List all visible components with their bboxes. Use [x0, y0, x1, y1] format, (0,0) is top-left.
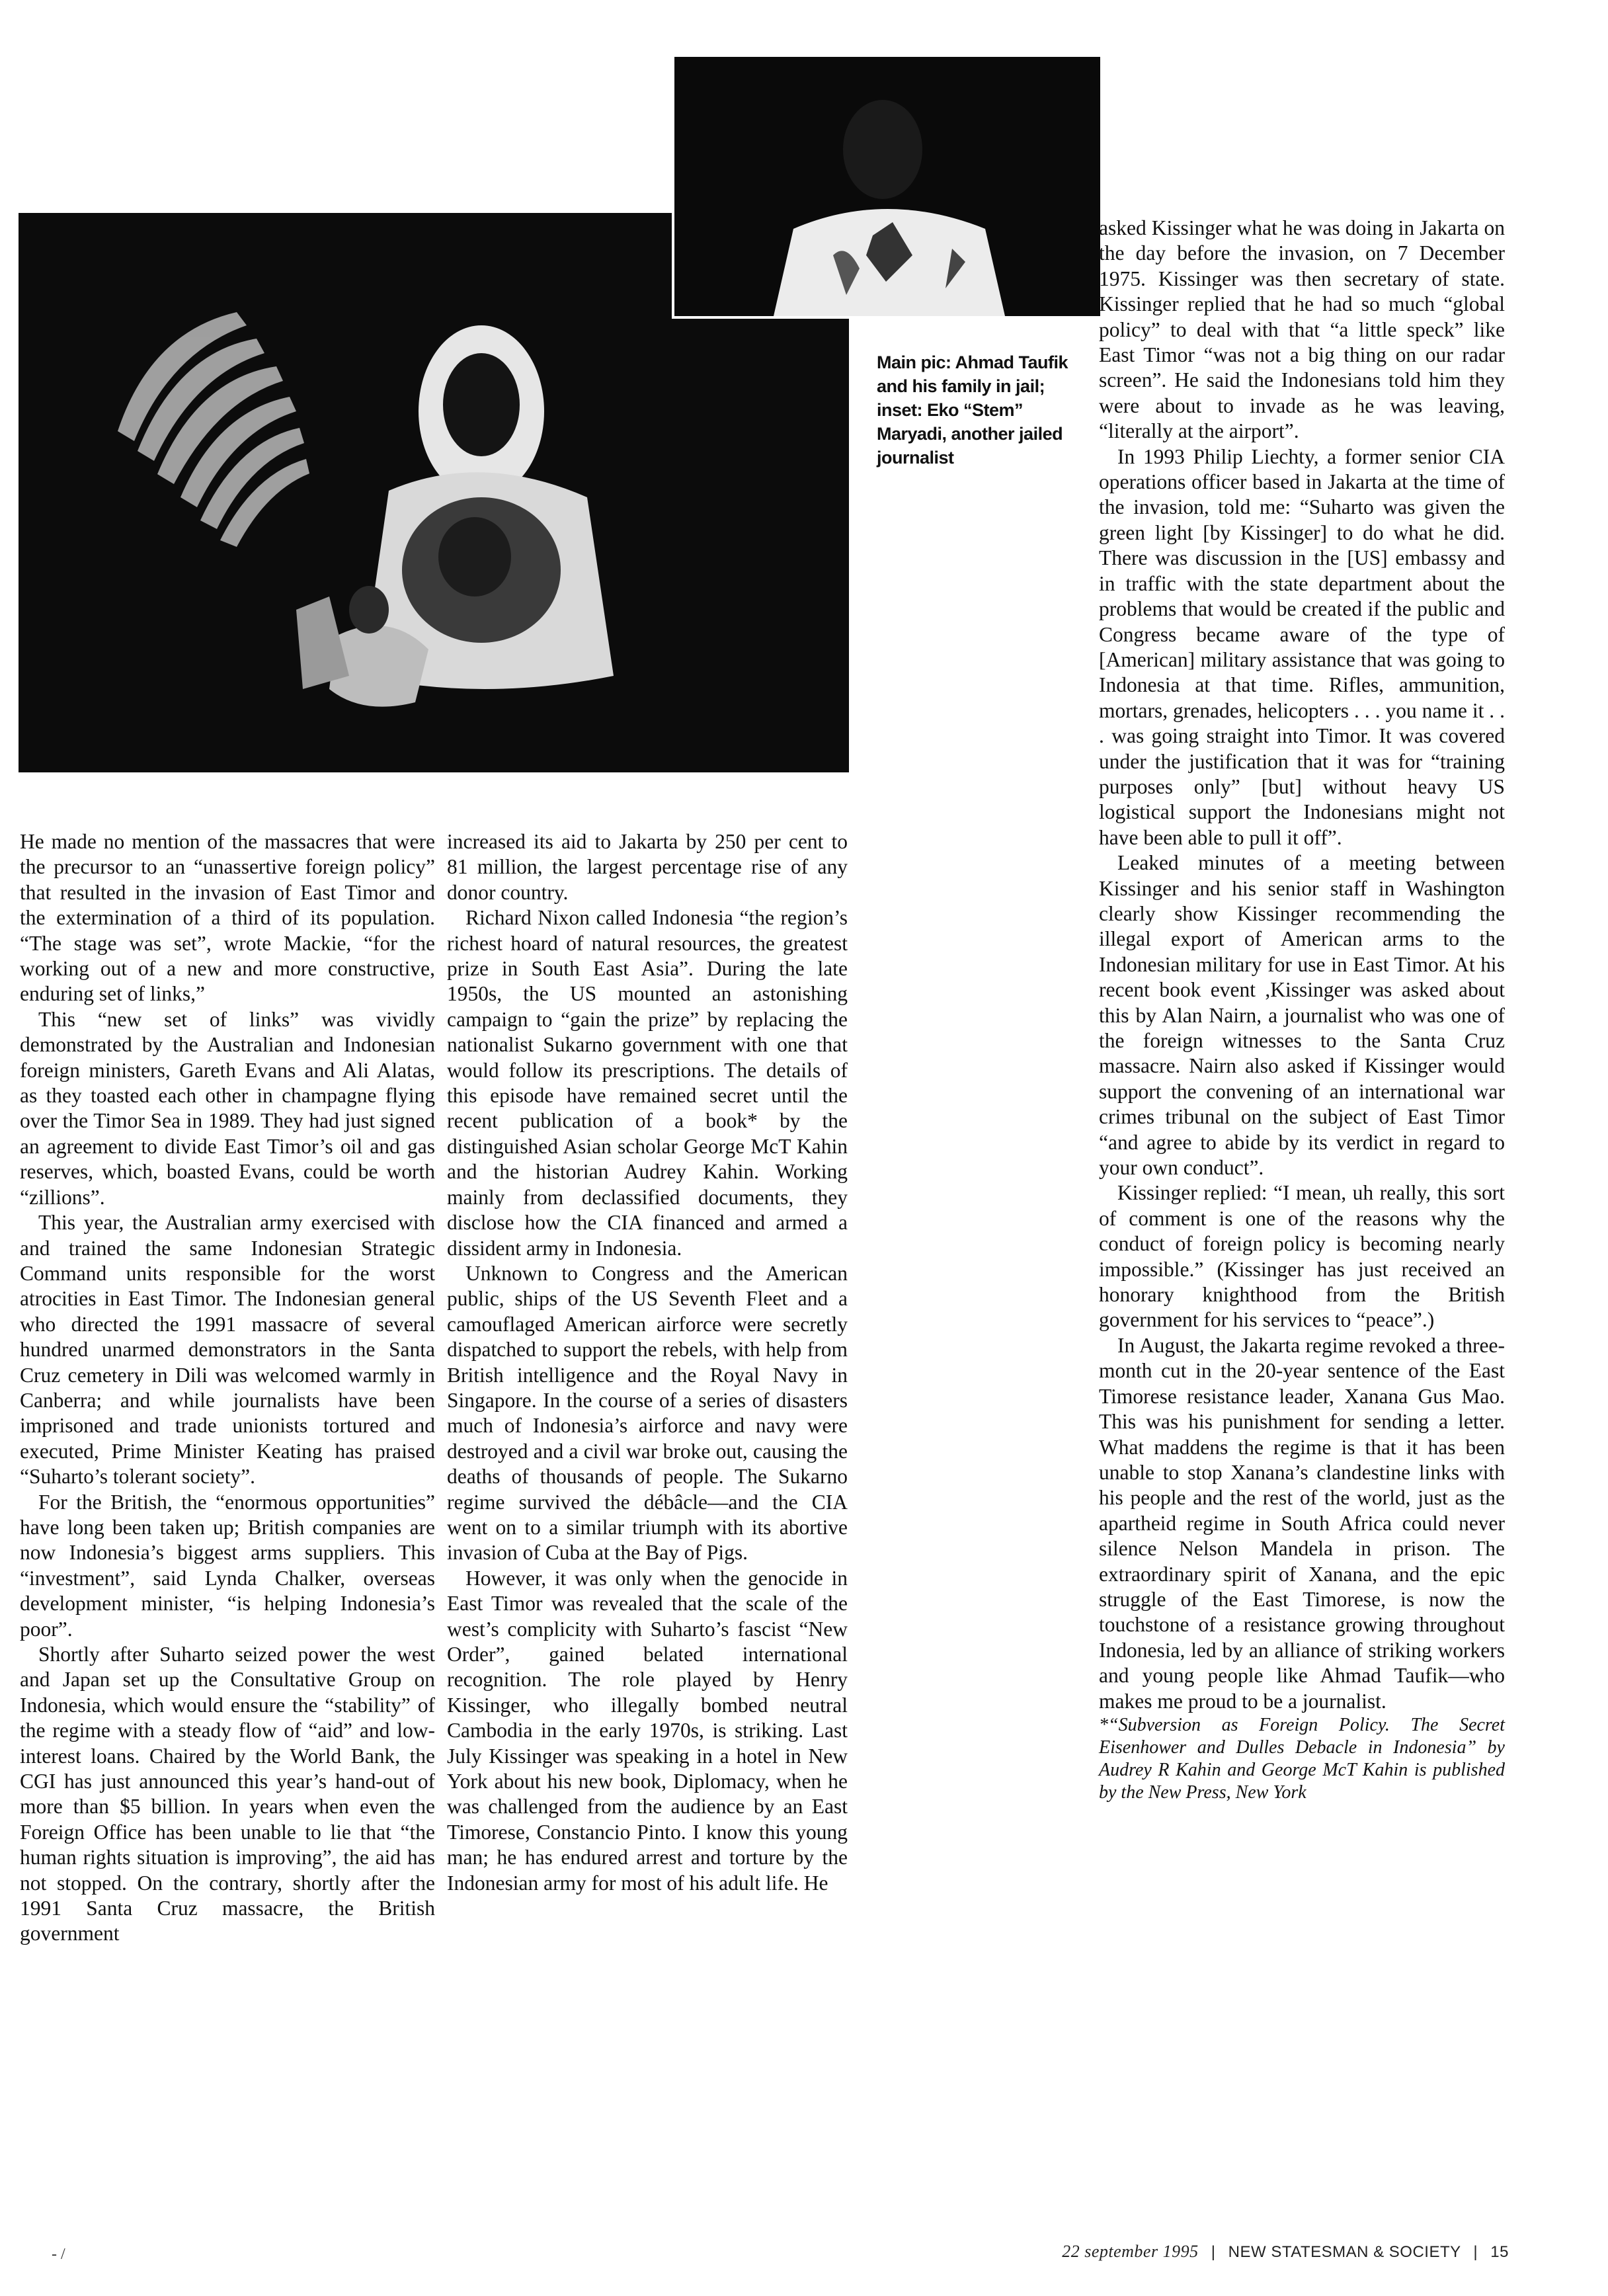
paragraph: This year, the Australian army exercised with and trained the same Indonesian Strategic Command units responsible for the worst atrocities in East Timor. The Indonesian general who directed the 1991 massacre of several hundred unarmed demonstrators in the Santa Cruz cemetery in Dili was welcomed warmly in Canberra; and while journalists have been imprisoned and trade unionists tortured and executed, Prime Minister Keating has praised “Suharto’s tolerant society”. — [20, 1211, 435, 1489]
paragraph: However, it was only when the genocide in East Timor was revealed that the scale of the west’s complicity with Suharto’s fascist “New Order”, gained belated international recognition. The role played by Henry Kissinger, who illegally bombed neutral Cambodia in the early 1970s, is striking. Last July Kissinger was speaking in a hotel in New York about his new book, Diplomacy, when he was challenged from the audience by an East Timorese, Constancio Pinto. I know this young man; he has endured arrest and torture by the Indonesian army for most of his adult life. He — [447, 1566, 848, 1895]
article-column-1 — [20, 829, 435, 1947]
paragraph: Unknown to Congress and the American public, ships of the US Seventh Fleet and a camouflaged American airforce were secretly dispatched to support the rebels, with help from British intelligence and the Royal Navy in Singapore. In the course of a series of disasters much of Indonesia’s airforce and navy were destroyed and a civil war broke out, causing the deaths of thousands of people. The Sukarno regime survived the débâcle—and the CIA went on to a similar triumph with its abortive invasion of Cuba at the Bay of Pigs. — [447, 1261, 848, 1565]
paragraph: He made no mention of the massacres that were the precursor to an “unassertive foreign policy” that resulted in the invasion of East Timor and the extermination of a third of its population. “The stage was set”, wrote Mackie, “for the working out of a new and more constructive, enduring set of links,” — [20, 830, 435, 1006]
paragraph: In 1993 Philip Liechty, a former senior CIA operations officer based in Jakarta at the time of the invasion, told me: “Suharto was given the green light [by Kissinger] to do what he did. There was discussion in the [US] embassy and in traffic with the state department about the problems that would be created if the public and Congress became aware of the type of [American] military assistance that was going to Indonesia at that time. Rifles, ammunition, mortars, grenades, helicopters . . . you name it . . . was going straight into Timor. It was covered under the justification that it was for “training purposes only” [but] without heavy US logistical support the Indonesians might not have been able to pull it off”. — [1099, 444, 1505, 849]
paragraph: Leaked minutes of a meeting between Kissinger and his senior staff in Washington clearly show Kissinger recommending the illegal export of American arms to the Indonesian military for use in East Timor. At his recent book event ,Kissinger was asked about this by Alan Nairn, a journalist who was one of the foreign witnesses to the Santa Cruz massacre. Nairn also asked if Kissinger would support the convening of an international war crimes tribunal on the subject of East Timor “and agree to abide by its verdict in regard to your own conduct”. — [1099, 851, 1505, 1180]
article-column-2 — [447, 829, 848, 1896]
paragraph: This “new set of links” was vividly demonstrated by the Australian and Indonesian foreign ministers, Gareth Evans and Ali Alatas, as they toasted each other in champagne flying over the Timor Sea in 1989. They had just signed an agreement to divide East Timor’s oil and gas reserves, which, boasted Evans, could be worth “zillions”. — [20, 1007, 435, 1209]
paragraph: Kissinger replied: “I mean, uh really, this sort of comment is one of the reasons why the conduct of foreign policy is becoming nearly impossible.” (Kissinger has just received an honorary knighthood from the British government for his services to “peace”.) — [1099, 1181, 1505, 1332]
paragraph: In August, the Jakarta regime revoked a three-month cut in the 20-year sentence of the East Timorese resistance leader, Xanana Gus Mao. This was his punishment for sending a letter. What maddens the regime is that it has been unable to stop Xanana’s clandestine links with his people and the rest of the world, just as the apartheid regime in South Africa could never silence Nelson Mandela in prison. The extraordinary spirit of Xanana, and the epic struggle of the East Timorese, is now the touchstone of a resistance growing throughout Indonesia, led by an alliance of striking workers and young people like Ahmad Taufik—who makes me proud to be a journalist. — [1099, 1333, 1505, 1713]
paragraph: Richard Nixon called Indonesia “the region’s richest hoard of natural resources, the greatest prize in South East Asia”. During the late 1950s, the US mounted an astonishing campaign to “gain the prize” by replacing the nationalist Sukarno government with one that would follow its prescriptions. The details of this episode have remained secret until the recent publication of a book* by the distinguished Asian scholar George McT Kahin and the historian Audrey Kahin. Working mainly from declassified documents, they disclose how the CIA financed and armed a dissident army in Indonesia. — [447, 906, 848, 1260]
page-footer — [1062, 2242, 1509, 2262]
footer-separator: | — [1211, 2243, 1216, 2261]
article-column-3 — [1099, 216, 1505, 1804]
publication-name: NEW STATESMAN & SOCIETY — [1228, 2243, 1461, 2261]
scan-mark: - / — [52, 2246, 65, 2263]
paragraph: asked Kissinger what he was doing in Jakarta on the day before the invasion, on 7 December 1975. Kissinger was then secretary of state. Kissinger replied that he had so much “global policy” to deal with that “a little speck” like East Timor “was not a big thing on our radar screen”. He said the Indonesians told him they were about to invade as he was leaving, “literally at the airport”. — [1099, 216, 1505, 443]
footnote: *“Subversion as Foreign Policy. The Secret Eisenhower and Dulles Debacle in Indonesia” by Audrey R Kahin and George McT Kahin is published by the New Press, New York — [1099, 1714, 1505, 1803]
photo-caption: Main pic: Ahmad Taufik and his family in jail; inset: Eko “Stem” Maryadi, another jailed journalist — [877, 352, 1068, 468]
issue-date: 22 september 1995 — [1062, 2242, 1199, 2261]
paragraph: increased its aid to Jakarta by 250 per cent to 81 million, the largest percentage rise of any donor country. — [447, 830, 848, 904]
inset-photo — [672, 54, 1103, 319]
page-number: 15 — [1490, 2243, 1509, 2261]
footer-separator: | — [1473, 2243, 1478, 2261]
paragraph: Shortly after Suharto seized power the west and Japan set up the Consultative Group on Indonesia, which would ensure the “stability” of the regime with a steady flow of “aid” and low-interest loans. Chaired by the World Bank, the CGI has just announced this year’s hand-out of more than $5 billion. In years when even the Foreign Office has been unable to lie that “the human rights situation is improving”, the aid has not stopped. On the contrary, shortly after the 1991 Santa Cruz massacre, the British government — [20, 1643, 435, 1946]
inset-photo-image — [674, 57, 1100, 316]
paragraph: For the British, the “enormous opportunities” have long been taken up; British companies are now Indonesia’s biggest arms suppliers. This “investment”, said Lynda Chalker, overseas development minister, “is helping Indonesia’s poor”. — [20, 1490, 435, 1641]
